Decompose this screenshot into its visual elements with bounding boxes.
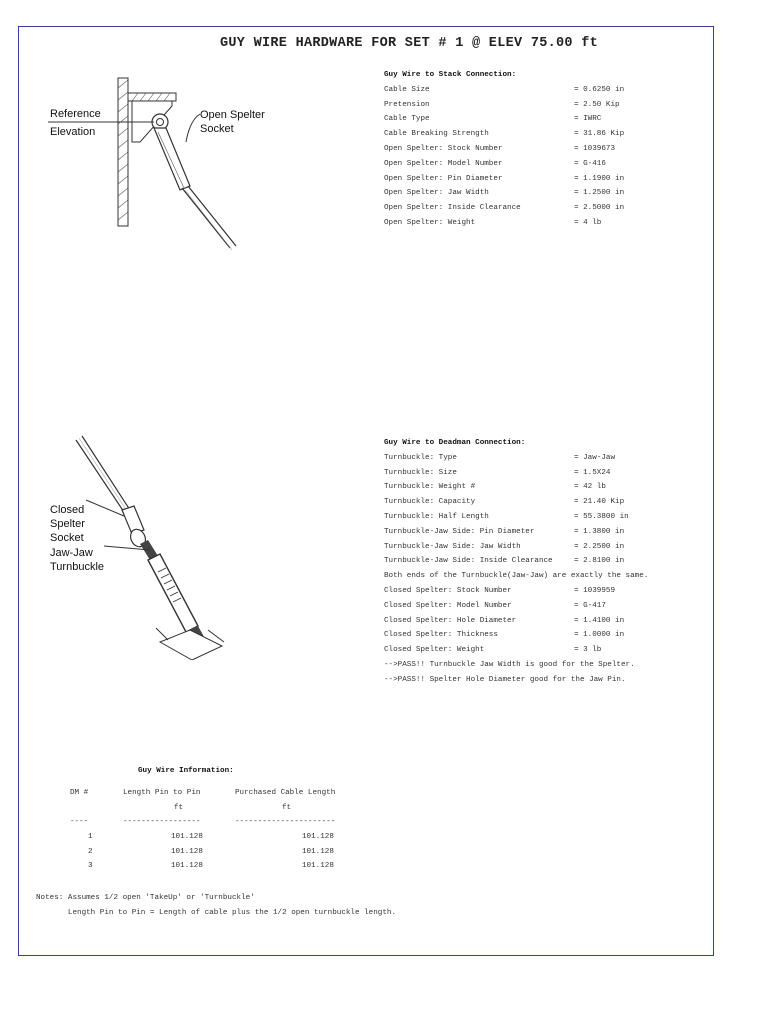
spec-row: Cable Type = IWRC (384, 115, 602, 124)
table-cell-purchased: 101.128 (302, 833, 334, 841)
col-header-length: Length Pin to Pin (123, 789, 201, 797)
open-spelter-label: Open Spelter (200, 109, 265, 121)
spec-row: Turnbuckle: Type = Jaw-Jaw (384, 453, 616, 462)
stack-connection-section (384, 68, 704, 231)
spec-row: Turnbuckle-Jaw Side: Inside Clearance = 2.8100 in (384, 557, 625, 566)
spec-row: Turnbuckle-Jaw Side: Jaw Width = 2.2500 in (384, 542, 625, 551)
deadman-connection-heading: Guy Wire to Deadman Connection: (384, 439, 526, 447)
unit-purchased: ft (282, 804, 292, 812)
page-title: GUY WIRE HARDWARE FOR SET # 1 @ ELEV 75.00 ft (219, 36, 599, 51)
spec-row: Turnbuckle: Size = 1.5X24 (384, 468, 611, 477)
spec-row: Open Spelter: Inside Clearance = 2.5000 in (384, 204, 625, 213)
table-cell-dm: 2 (88, 848, 93, 856)
spec-row: Turnbuckle: Capacity = 21.40 Kip (384, 498, 625, 507)
socket-label: Socket (200, 123, 234, 135)
spec-row: Pretension = 2.50 Kip (384, 100, 620, 109)
stack-connection-heading: Guy Wire to Stack Connection: (384, 71, 517, 79)
table-cell-length: 101.128 (171, 862, 203, 870)
notes (36, 891, 396, 920)
pass-message: -->PASS!! Turnbuckle Jaw Width is good for the Spelter. (384, 660, 635, 669)
spec-row: Closed Spelter: Weight = 3 lb (384, 646, 602, 655)
reference-label: Reference (50, 108, 101, 120)
spec-row: Open Spelter: Stock Number = 1039673 (384, 144, 616, 153)
open-spelter-diagram (40, 70, 290, 260)
unit-length: ft (174, 804, 184, 812)
jaw-jaw-label: Jaw-Jaw (50, 547, 93, 559)
table-cell-dm: 3 (88, 862, 93, 870)
table-cell-purchased: 101.128 (302, 848, 334, 856)
table-cell-purchased: 101.128 (302, 862, 334, 870)
spec-row: Closed Spelter: Thickness = 1.0000 in (384, 631, 625, 640)
notes-line-2: Length Pin to Pin = Length of cable plus the 1/2 open turnbuckle length. (36, 908, 397, 917)
spec-row: Cable Breaking Strength = 31.86 Kip (384, 130, 625, 139)
elevation-label: Elevation (50, 126, 96, 138)
col-header-dm: DM # (70, 789, 89, 797)
spelter-label: Spelter (50, 518, 85, 530)
turnbuckle-label: Turnbuckle (50, 561, 105, 573)
spec-row: Closed Spelter: Model Number = G-417 (384, 601, 606, 610)
col-header-purchased: Purchased Cable Length (235, 789, 336, 797)
notes-line-1: Notes: Assumes 1/2 open 'TakeUp' or 'Turnbuckle' (36, 894, 255, 902)
spec-row: Turnbuckle: Weight # = 42 lb (384, 483, 606, 492)
turnbuckle-diagram (40, 430, 240, 660)
spec-row: Open Spelter: Weight = 4 lb (384, 218, 602, 227)
spec-row: Closed Spelter: Stock Number = 1039959 (384, 586, 616, 595)
separator: ---------------------- (235, 818, 336, 826)
guy-wire-info-heading: Guy Wire Information: (138, 767, 234, 775)
deadman-connection-section (384, 436, 704, 688)
separator: ---- (70, 818, 89, 826)
closed-label: Closed (50, 504, 85, 516)
table-cell-length: 101.128 (171, 848, 203, 856)
separator: ----------------- (123, 818, 201, 826)
spec-row: Closed Spelter: Hole Diameter = 1.4100 in (384, 616, 625, 625)
spec-row: Open Spelter: Pin Diameter = 1.1900 in (384, 174, 625, 183)
table-cell-dm: 1 (88, 833, 93, 841)
spec-row: Open Spelter: Jaw Width = 1.2500 in (384, 189, 625, 198)
same-ends-note: Both ends of the Turnbuckle(Jaw-Jaw) are exactly the same. (384, 572, 649, 581)
spec-row: Turnbuckle-Jaw Side: Pin Diameter = 1.3800 in (384, 527, 625, 536)
spec-row: Cable Size = 0.6250 in (384, 85, 625, 94)
spec-row: Turnbuckle: Half Length = 55.3800 in (384, 512, 629, 521)
table-cell-length: 101.128 (171, 833, 203, 841)
socket-label-2: Socket (50, 532, 84, 544)
pass-message: -->PASS!! Spelter Hole Diameter good for the Jaw Pin. (384, 675, 626, 684)
spec-row: Open Spelter: Model Number = G-416 (384, 159, 606, 168)
